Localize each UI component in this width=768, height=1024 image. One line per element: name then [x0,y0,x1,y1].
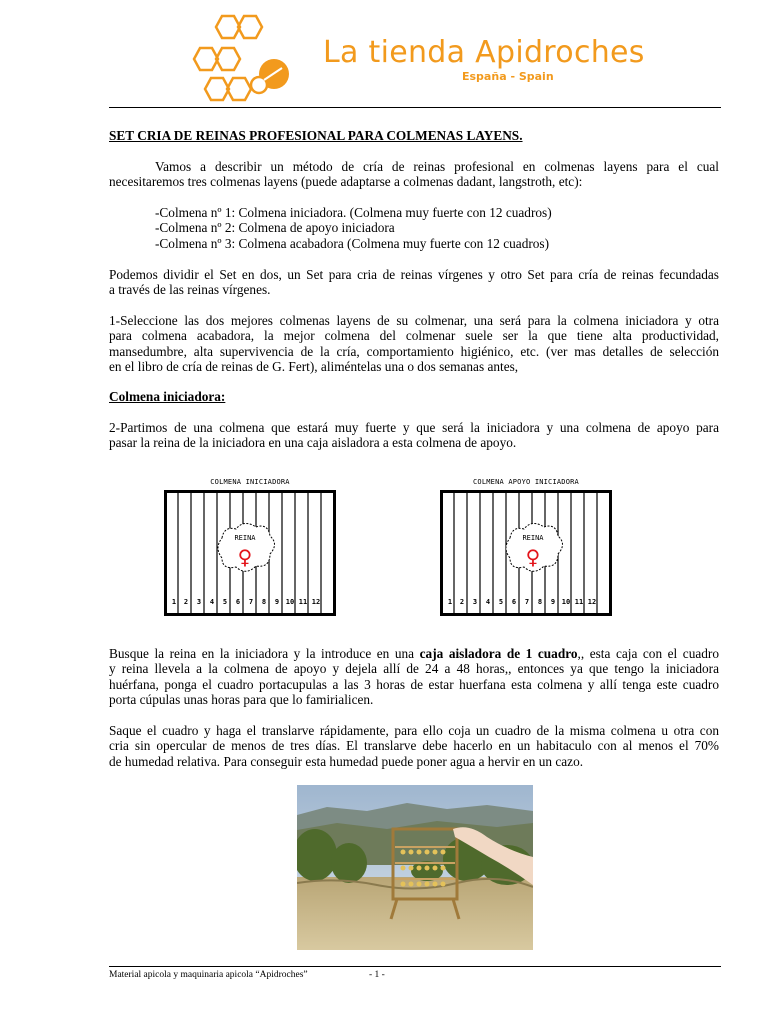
frame-number: 1 [447,598,453,606]
frame-number: 7 [524,598,530,606]
hive-item: -Colmena nº 1: Colmena iniciadora. (Colmena muy fuerte con 12 cuadros) [155,205,552,220]
frame-number: 6 [511,598,517,606]
queen-paragraph [109,646,719,708]
photo-queen-rearing-frame [297,785,533,950]
translarve-line: cria sin opercular de menos de tres días. El translarve debe hacerlo en un habitaculo con al menos el 70% [109,738,719,754]
frame-number: 2 [459,598,465,606]
translarve-line: de humedad relativa. Para conseguir esta humedad puede poner agua a hervir en un cazo. [109,753,584,769]
frame-number: 10 [561,598,571,606]
footer-text: Material apicola y maquinaria apicola “Apidroches” [109,970,308,980]
diagram-title: COLMENA APOYO INICIADORA [473,478,579,486]
cloud-label: REINA [522,534,544,542]
frame-number: 8 [537,598,543,606]
queen-line-text: Busque la reina en la iniciadora y la introduce en una [109,646,420,661]
frame-number: 4 [209,598,215,606]
cloud-label: REINA [234,534,256,542]
frame-number: 8 [261,598,267,606]
step1-line: mansedumbre, alta supervivencia de la cría, comportamiento higiénico, etc. (ver mas detalles de selección [109,343,719,359]
frame-number: 11 [574,598,584,606]
frame-number: 1 [171,598,177,606]
step2-line: pasar la reina de la iniciadora en una caja aisladora a esta colmena de apoyo. [109,435,517,451]
set-line: Podemos dividir el Set en dos, un Set para cria de reinas vírgenes y otro Set para cría de reinas fecundadas [109,267,719,282]
step1-line: para colmena acabadora, la mejor colmena del colmenar suele ser la que tiene alta productividad, [109,328,719,344]
isolation-box-term: caja aisladora de 1 cuadro [419,646,578,661]
frame-number: 9 [274,598,280,606]
frame-number: 3 [196,598,202,606]
step1-paragraph [109,313,719,375]
step2-paragraph [109,420,719,451]
hive-list [155,205,719,251]
header-rule [109,107,721,108]
intro-line: Vamos a describir un método de cría de reinas profesional en colmenas layens para el cual [155,159,719,174]
hive-diagram-apoyo [440,490,612,616]
queen-line: y reina llevela a la colmena de apoyo y dejela allí de 24 a 48 horas,, entonces ya que tengo la iniciadora [109,661,719,677]
step1-line: en el libro de cría de reinas de G. Fert), aliméntelas una o dos semanas antes, [109,359,519,375]
frame-number: 11 [298,598,308,606]
hive-item: -Colmena nº 3: Colmena acabadora (Colmena muy fuerte con 12 cuadros) [155,235,550,251]
set-paragraph [109,267,719,298]
frame-number: 12 [311,598,321,606]
step1-line: 1-Seleccione las dos mejores colmenas layens de su colmenar, una será para la colmena iniciadora y otra [109,313,719,328]
frame-number: 5 [222,598,228,606]
queen-line-text: ,, esta caja con el cuadro [577,646,719,661]
document-title: SET CRIA DE REINAS PROFESIONAL PARA COLMENAS LAYENS. [109,128,523,143]
frame-number: 9 [550,598,556,606]
logo-subtitle: España - Spain [462,70,554,83]
queen-line: porta cúpulas unas horas para que lo famirialicen. [109,692,374,708]
hive-diagram-iniciadora [164,490,336,616]
frame-number: 3 [472,598,478,606]
queen-line: huérfana, ponga el cuadro portacupulas a las 3 horas de estar huerfana esta colmena y allí tenga este cuadro [109,676,719,692]
frame-number: 5 [498,598,504,606]
footer-rule [109,966,721,967]
hive-item: -Colmena nº 2: Colmena de apoyo iniciadora [155,220,395,236]
step2-line: 2-Partimos de una colmena que estará muy fuerte y que será la iniciadora y una colmena de apoyo para [109,420,719,435]
intro-paragraph [109,159,719,190]
page-number: - 1 - [369,970,385,980]
queen-symbol-icon: ♀ [525,545,541,569]
diagram-title: COLMENA INICIADORA [210,478,290,486]
frame-number: 12 [587,598,597,606]
frame-number: 4 [485,598,491,606]
set-line: a través de las reinas vírgenes. [109,282,271,298]
queen-line [109,646,719,661]
translarve-paragraph [109,723,719,769]
frame-number: 7 [248,598,254,606]
section-heading: Colmena iniciadora: [109,389,226,404]
logo-title: La tienda Apidroches [323,35,645,70]
frame-number: 2 [183,598,189,606]
translarve-line: Saque el cuadro y haga el translarve rápidamente, para ello coja un cuadro de la misma colmena u otra con [109,723,719,738]
frame-number: 10 [285,598,295,606]
logo-honeycomb-icon [186,10,298,106]
intro-line: necesitaremos tres colmenas layens (puede adaptarse a colmenas dadant, langstroth, etc): [109,174,583,190]
queen-symbol-icon: ♀ [237,545,253,569]
frame-number: 6 [235,598,241,606]
